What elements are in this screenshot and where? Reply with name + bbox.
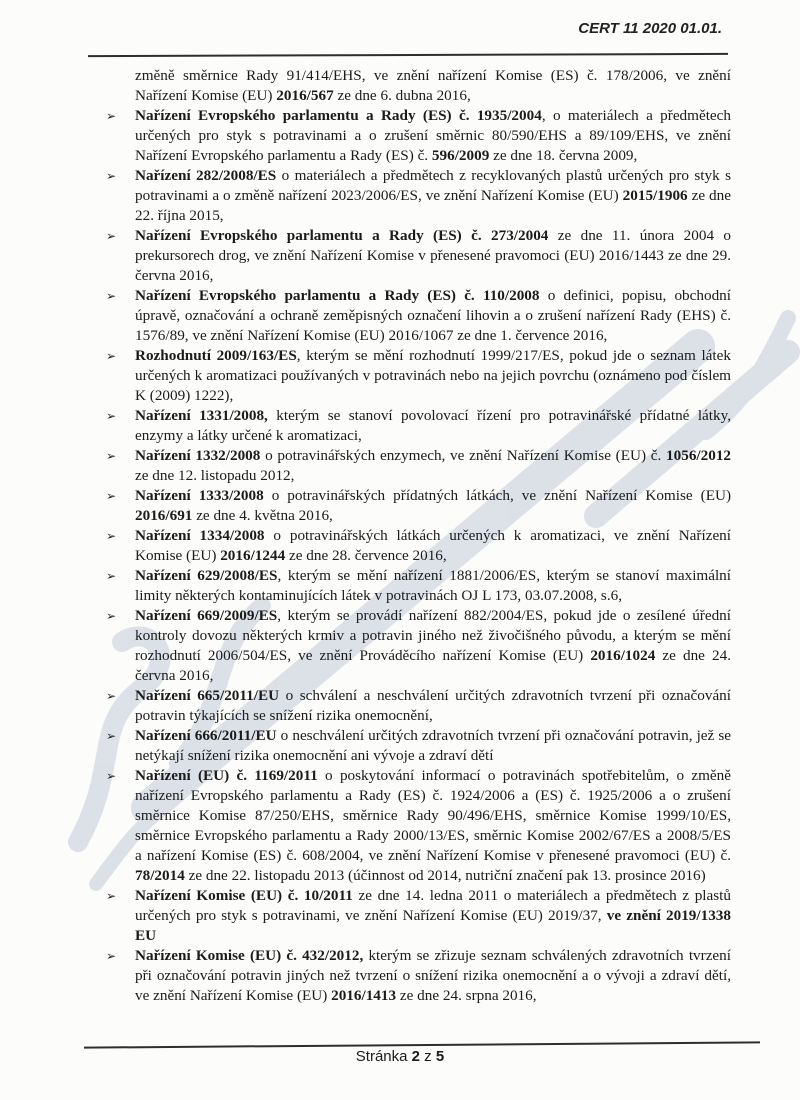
regulation-item: [106, 486, 731, 526]
regulation-text: Nařízení Evropského parlamentu a Rady (ES) č. 110/2008 o definici, popisu, obchodní úpravě, označování a ochraně zeměpisných označení lihovin a o zrušení nařízení Rady (EHS) č. 1576/89, ve znění Nařízení Komise (EU) 2016/1067 ze dne 1. července 2016,: [135, 287, 731, 344]
arrow-bullet-icon: ➢: [106, 289, 117, 303]
arrow-bullet-icon: ➢: [106, 949, 117, 963]
doc-reference: CERT 11 2020 01.01.: [578, 20, 722, 37]
regulation-text: Nařízení Evropského parlamentu a Rady (ES) č. 273/2004 ze dne 11. února 2004 o prekursorech drog, ve znění Nařízení Komise v přenesené pravomoci (EU) 2016/1443 ze dne 29. června 2016,: [135, 227, 731, 284]
arrow-bullet-icon: ➢: [106, 889, 117, 903]
regulation-text: Nařízení 666/2011/EU o neschválení určitých zdravotních tvrzení při označování potravin, jež se netýkají snížení rizika onemocnění ani vývoje a zdraví dětí: [135, 727, 732, 764]
arrow-bullet-icon: ➢: [106, 169, 117, 183]
regulation-item: [106, 726, 732, 766]
intro-paragraph: změně směrnice Rady 91/414/EHS, ve znění nařízení Komise (ES) č. 178/2006, ve znění Nařízení Komise (EU) 2016/567 ze dne 6. dubna 2016,: [135, 67, 731, 104]
regulation-text: Nařízení 1333/2008 o potravinářských přídatných látkách, ve znění Nařízení Komise (EU) 2016/691 ze dne 4. května 2016,: [135, 487, 731, 524]
arrow-bullet-icon: ➢: [106, 489, 117, 503]
regulation-item: [106, 286, 731, 346]
regulation-text: Nařízení 1334/2008 o potravinářských látkách určených k aromatizaci, ve znění Nařízení Komise (EU) 2016/1244 ze dne 28. července 2016,: [135, 527, 732, 564]
regulation-item: [106, 566, 731, 606]
regulation-item: [106, 766, 732, 886]
regulation-item: [106, 946, 731, 1006]
regulation-text: Nařízení 665/2011/EU o schválení a neschválení určitých zdravotních tvrzení při označování potravin týkajících se snížení rizika onemocnění,: [135, 687, 731, 724]
regulation-text: Rozhodnutí 2009/163/ES, kterým se mění rozhodnutí 1999/217/ES, pokud jde o seznam látek určených k aromatizaci používaných v potravinách nebo na jejich povrchu (oznámeno pod číslem K (2009) 1222),: [135, 347, 731, 404]
regulation-text: Nařízení 282/2008/ES o materiálech a předmětech z recyklovaných plastů určených pro styk s potravinami a o změně nařízení 2023/2006/ES, ve znění Nařízení Komise (EU) 2015/1906 ze dne 22. října 2015,: [135, 167, 732, 224]
arrow-bullet-icon: ➢: [106, 769, 117, 783]
arrow-bullet-icon: ➢: [106, 609, 117, 623]
arrow-bullet-icon: ➢: [106, 729, 117, 743]
regulation-list: [106, 106, 732, 1006]
regulation-item: [106, 226, 731, 286]
arrow-bullet-icon: ➢: [106, 409, 117, 423]
regulation-text: Nařízení Evropského parlamentu a Rady (ES) č. 1935/2004, o materiálech a předmětech určených pro styk s potravinami a o zrušení směrnic 80/590/EHS a 89/109/EHS, ve znění Nařízení Evropského parlamentu a Rady (ES) č. 596/2009 ze dne 18. června 2009,: [135, 107, 731, 164]
regulation-text: Nařízení 669/2009/ES, kterým se provádí nařízení 882/2004/ES, pokud jde o zesílené úřední kontroly dovozu některých krmiv a potravin jiného než živočišného původu, a kterým se mění rozhodnutí 2006/504/ES, ve znění Prováděcího nařízení Komise (EU) 2016/1024 ze dne 24. června 2016,: [135, 607, 731, 684]
regulation-text: Nařízení 629/2008/ES, kterým se mění nařízení 1881/2006/ES, kterým se stanoví maximální limity některých kontaminujících látek v potravinách OJ L 173, 03.07.2008, s.6,: [135, 567, 731, 604]
regulation-item: [106, 346, 731, 406]
arrow-bullet-icon: ➢: [106, 109, 117, 123]
arrow-bullet-icon: ➢: [106, 569, 117, 583]
regulation-item: [106, 606, 731, 686]
page-number: Stránka 2 z 5: [355, 1048, 445, 1065]
regulation-text: Nařízení (EU) č. 1169/2011 o poskytování informací o potravinách spotřebitelům, o změně nařízení Evropského parlamentu a Rady (ES) č. 1924/2006 a (ES) č. 1925/2006 a o zrušení směrnice Komise 87/250/EHS, směrnice Rady 90/496/EHS, směrnice Komise 1999/10/ES, směrnice Evropského parlamentu a Rady 2000/13/ES, směrnic Komise 2002/67/ES a 2008/5/ES a nařízení Komise (ES) č. 608/2004, ve znění Nařízení Komise v přenesené pravomoci (EU) č. 78/2014 ze dne 22. listopadu 2013 (účinnost od 2014, nutriční značení pak 13. prosince 2016): [135, 767, 732, 884]
regulation-text: Nařízení 1332/2008 o potravinářských enzymech, ve znění Nařízení Komise (EU) č. 1056/2012 ze dne 12. listopadu 2012,: [135, 447, 732, 484]
regulation-item: [106, 406, 732, 446]
document-body: [106, 66, 732, 1006]
header-divider-line: [88, 53, 728, 57]
arrow-bullet-icon: ➢: [106, 449, 117, 463]
arrow-bullet-icon: ➢: [106, 689, 117, 703]
regulation-item: [106, 886, 731, 946]
regulation-item: [106, 686, 731, 726]
arrow-bullet-icon: ➢: [106, 349, 117, 363]
arrow-bullet-icon: ➢: [106, 229, 117, 243]
regulation-item: [106, 446, 732, 486]
arrow-bullet-icon: ➢: [106, 529, 117, 543]
regulation-text: Nařízení 1331/2008, kterým se stanoví povolovací řízení pro potravinářské přídatné látky, enzymy a látky určené k aromatizaci,: [135, 407, 732, 444]
regulation-item: [106, 166, 732, 226]
regulation-text: Nařízení Komise (EU) č. 10/2011 ze dne 14. ledna 2011 o materiálech a předmětech z plastů určených pro styk s potravinami, ve znění Nařízení Komise (EU) 2019/37, ve znění 2019/1338 EU: [135, 887, 731, 944]
regulation-item: [106, 526, 732, 566]
regulation-text: Nařízení Komise (EU) č. 432/2012, kterým se zřizuje seznam schválených zdravotních tvrzení při označování potravin jiných než tvrzení o snížení rizika onemocnění a o vývoji a zdraví dětí, ve znění Nařízení Komise (EU) 2016/1413 ze dne 24. srpna 2016,: [135, 947, 731, 1004]
regulation-item: [106, 106, 731, 166]
